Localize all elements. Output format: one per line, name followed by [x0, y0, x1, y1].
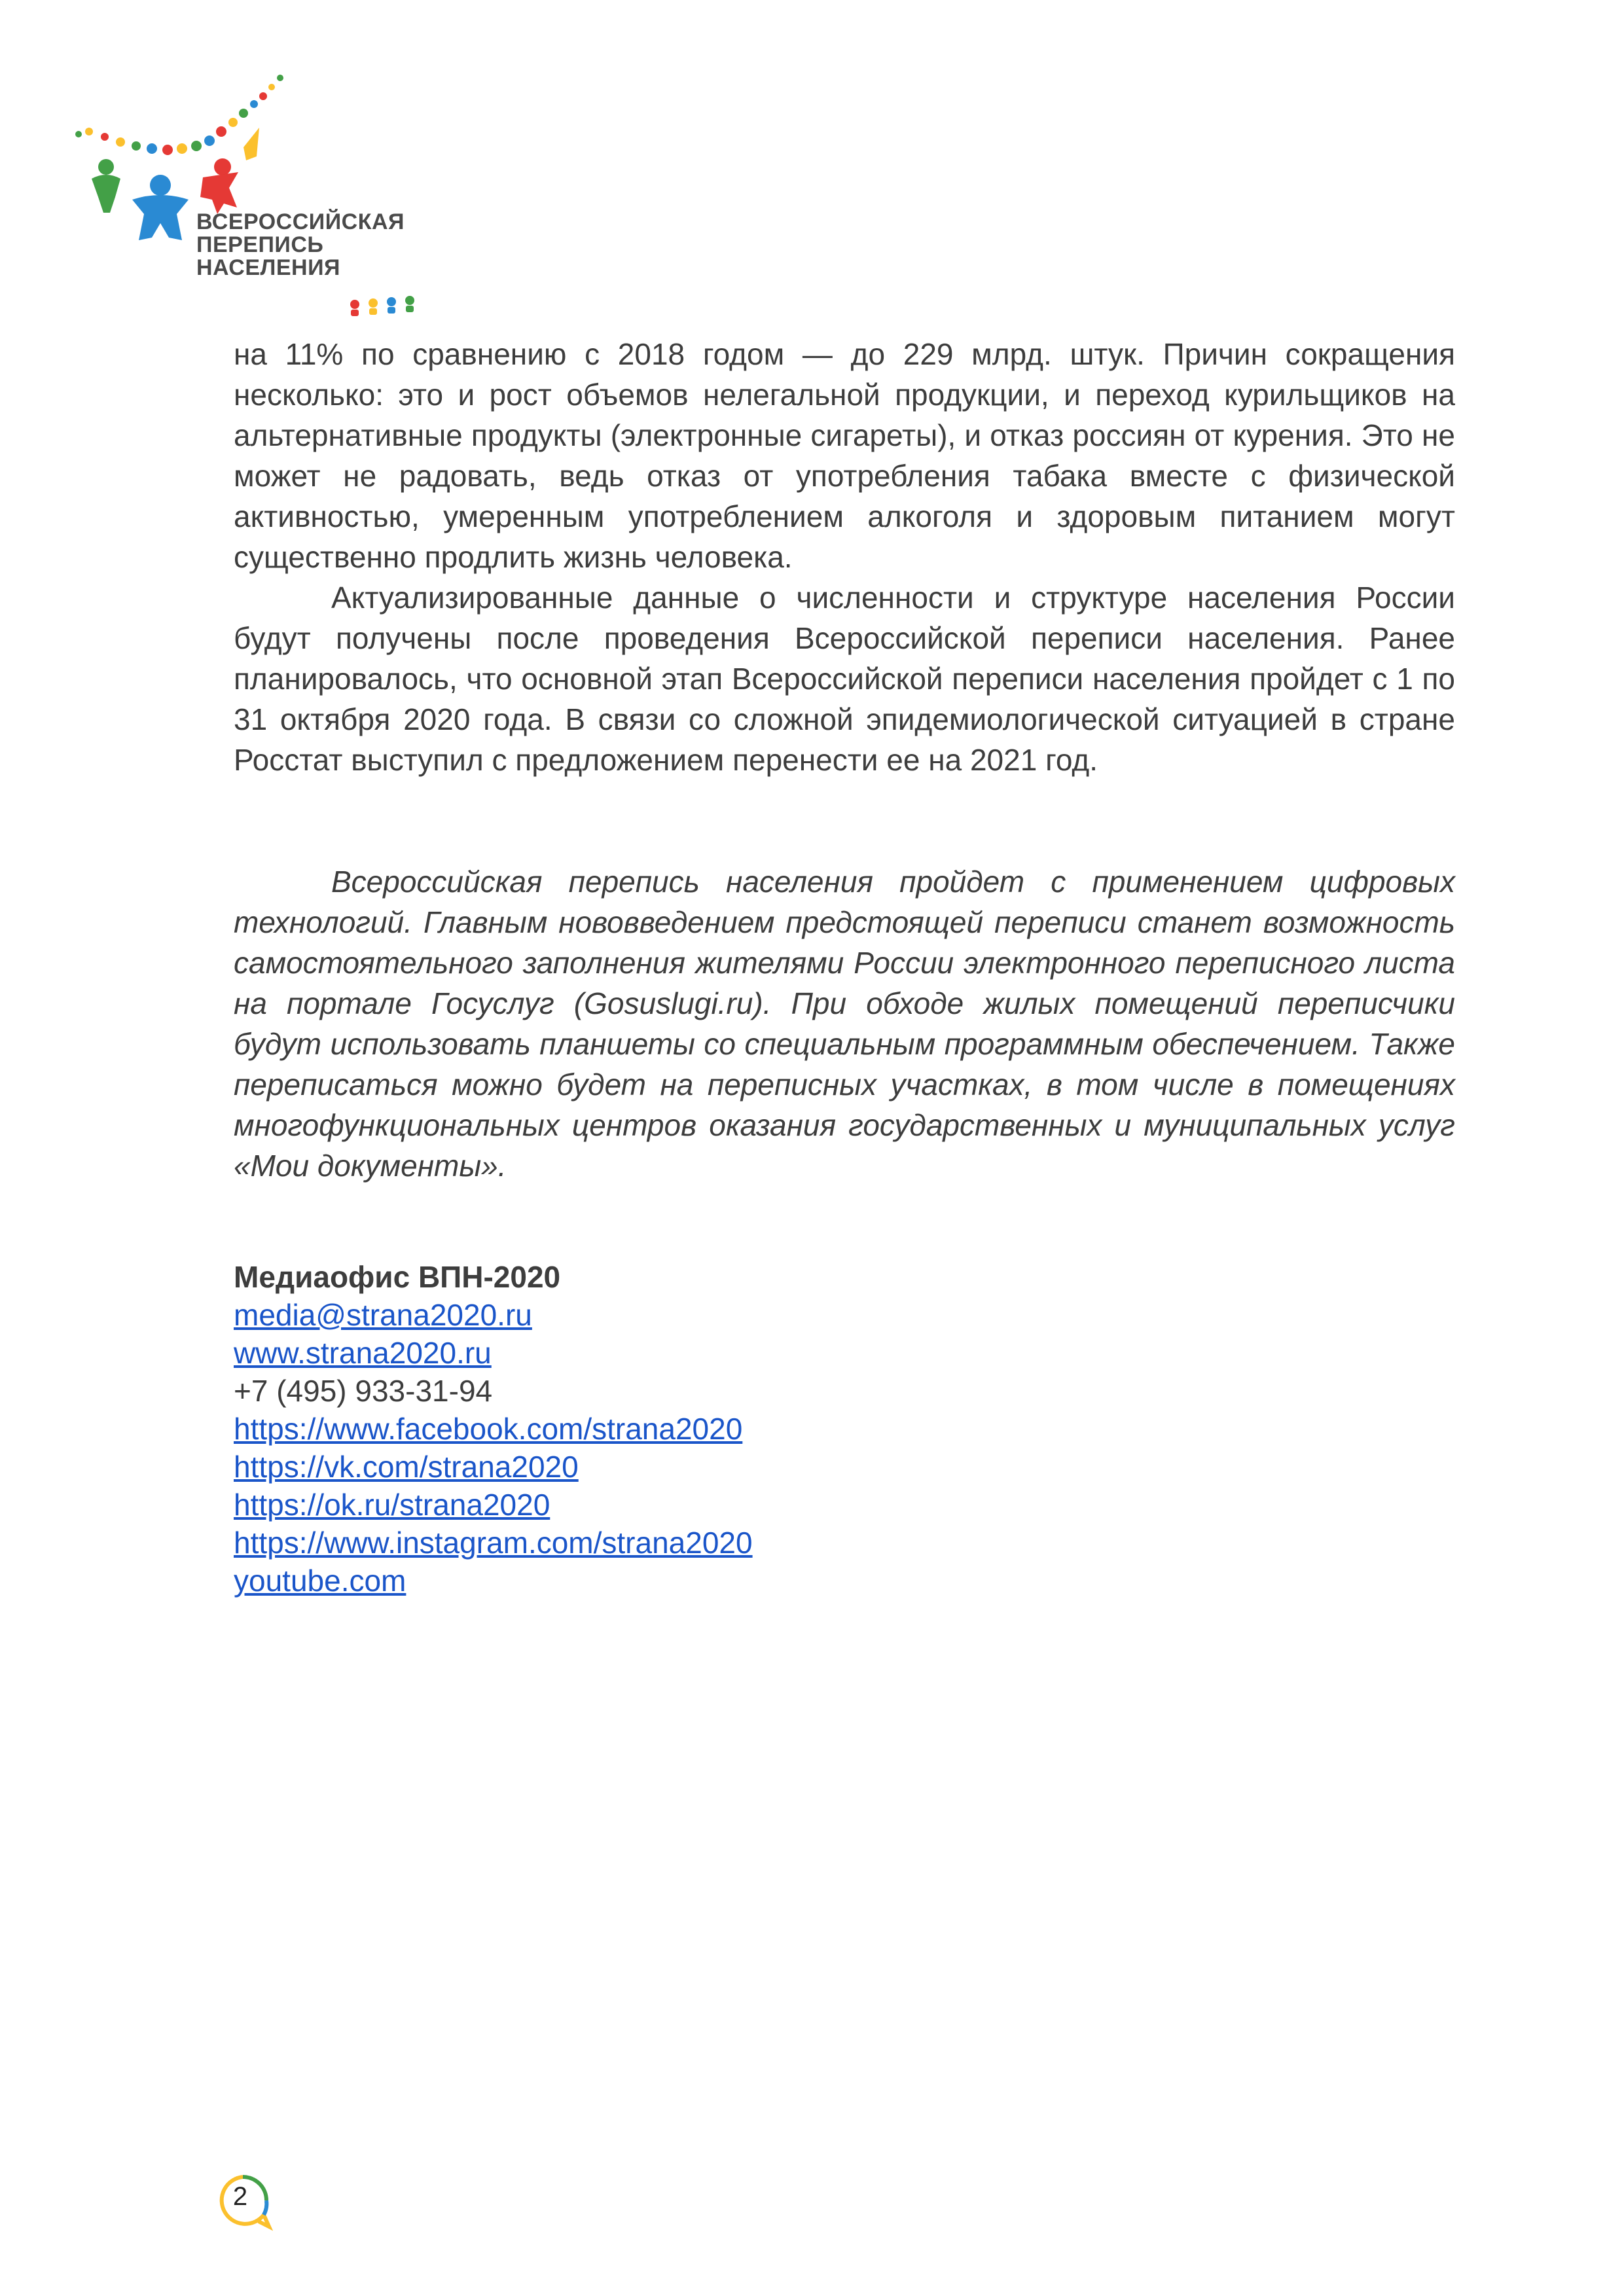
- paragraph-tobacco: на 11% по сравнению с 2018 годом — до 229 млрд. штук. Причин сокращения несколько: это и рост объемов нелегальной продукции, и переход курильщиков на альтернативные продукты (электронные сигареты), и отказ россиян от курения. Это не может не радовать, ведь отказ от употребления табака вместе с физической активностью, умеренным употреблением алкоголя и здоровым питанием могут существенно продлить жизнь человека.: [234, 337, 1455, 574]
- census-logo: [72, 69, 439, 317]
- instagram-link[interactable]: https://www.instagram.com/strana2020: [234, 1526, 753, 1560]
- paragraph-census-postponed: Актуализированные данные о численности и структуре населения России будут получены после проведения Всероссийской переписи населения. Ранее планировалось, что основной этап Всероссийской переписи населения пройдет с 1 по 31 октября 2020 года. В связи со сложной эпидемиологической ситуацией в стране Росстат выступил с предложением перенести ее на 2021 год.: [234, 581, 1455, 777]
- paragraph-digital-census: Всероссийская перепись населения пройдет с применением цифровых технологий. Главным нововведением предстоящей переписи станет возможность самостоятельного заполнения жителями России электронного переписного листа на портале Госуслуг (Gosuslugi.ru). При обходе жилых помещений переписчики будут использовать планшеты со специальным программным обеспечением. Также переписаться можно будет на переписных участках, в том числе в помещениях многофункциональных центров оказания государственных и муниципальных услуг «Мои документы».: [234, 865, 1455, 1183]
- vk-link[interactable]: https://vk.com/strana2020: [234, 1450, 579, 1484]
- yellow-flag-icon: [244, 128, 259, 160]
- youtube-link[interactable]: youtube.com: [234, 1564, 406, 1598]
- contacts-block: [234, 1258, 1455, 1600]
- green-figure-icon: [92, 159, 120, 213]
- logo-wordmark: [196, 211, 405, 279]
- logo-line-2: ПЕРЕПИСЬ: [196, 232, 324, 257]
- website-link[interactable]: www.strana2020.ru: [234, 1336, 492, 1370]
- small-people-icon: [350, 296, 414, 316]
- blue-figure-icon: [132, 175, 189, 240]
- red-figure-icon: [200, 158, 238, 214]
- document-body: [234, 334, 1455, 1600]
- facebook-link[interactable]: https://www.facebook.com/strana2020: [234, 1412, 743, 1446]
- page-number: 2: [232, 2182, 248, 2211]
- ok-link[interactable]: https://ok.ru/strana2020: [234, 1488, 550, 1522]
- email-link[interactable]: media@strana2020.ru: [234, 1298, 532, 1332]
- logo-line-3: НАСЕЛЕНИЯ: [196, 255, 340, 280]
- logo-line-1: ВСЕРОССИЙСКАЯ: [196, 209, 405, 234]
- phone-number: +7 (495) 933-31-94: [234, 1374, 493, 1408]
- contacts-title: Медиаофис ВПН-2020: [234, 1260, 561, 1294]
